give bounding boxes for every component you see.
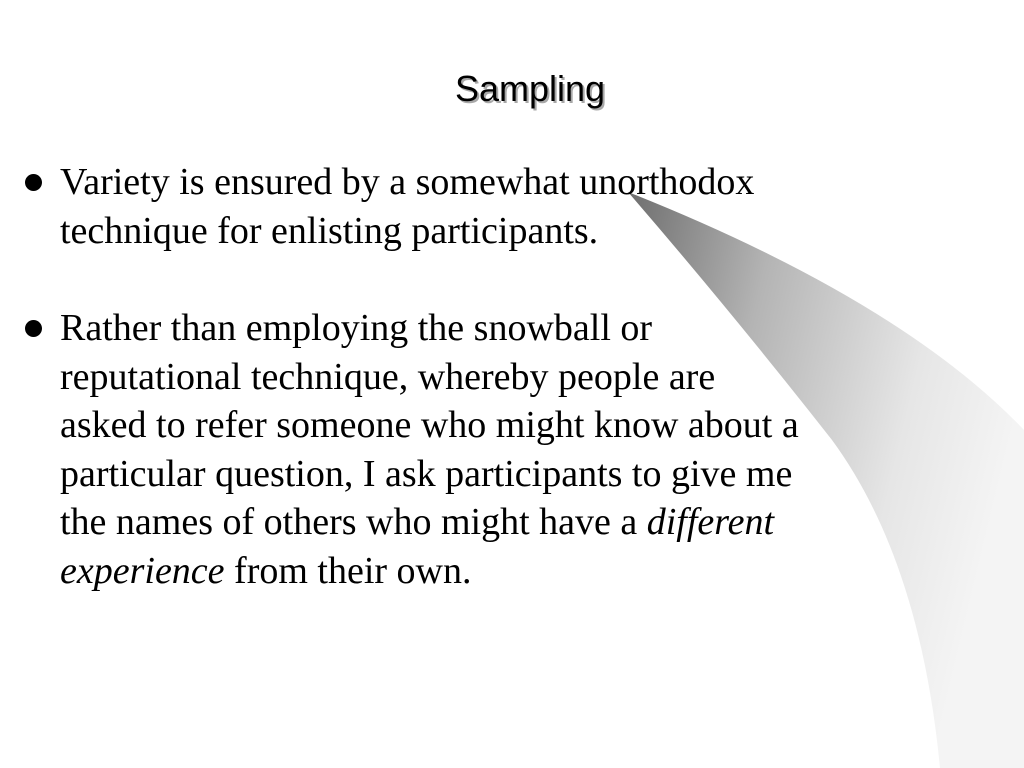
- bullet-text-start: Rather than employing the snowball or reputational technique, whereby people are asked to refer someone who might know about a particular question, I ask participants to give me the names of others who might have a: [60, 307, 799, 543]
- slide-title: Sampling: [454, 68, 606, 109]
- bullet-text-emphasis: different experience: [60, 501, 775, 592]
- bullet-text-end: from their own.: [224, 549, 472, 592]
- bullet-dot-icon: [25, 320, 42, 337]
- bullet-dot-icon: [25, 174, 42, 191]
- bullet-item-technique: [20, 304, 800, 595]
- bullet-item-variety: [20, 158, 800, 255]
- bullet-list: [20, 158, 800, 595]
- bullet-text: Variety is ensured by a somewhat unorthodox technique for enlisting participants.: [60, 161, 755, 252]
